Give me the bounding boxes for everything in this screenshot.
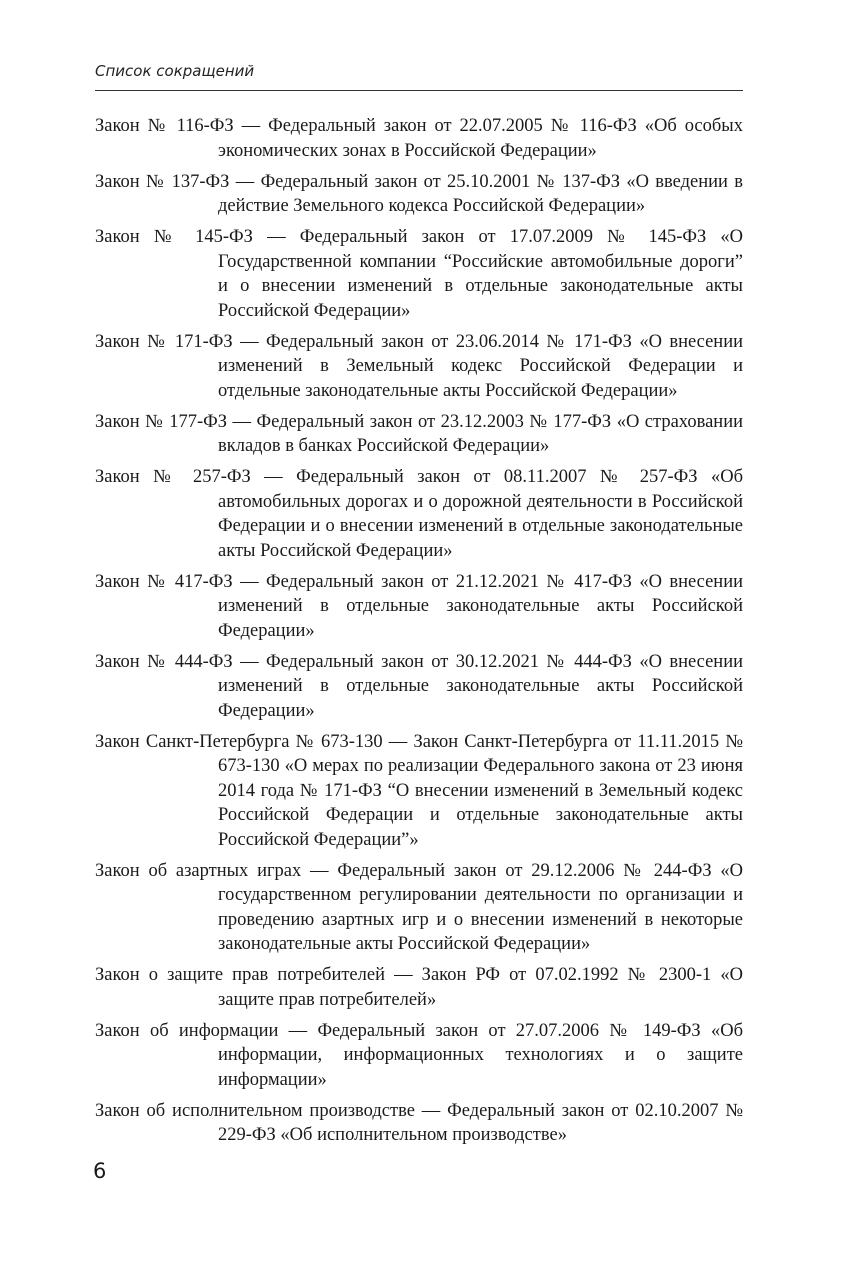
abbreviation-entry: Закон о защите прав потребителей — Закон РФ от 07.02.1992 № 2300-1 «О защите прав потребителей» bbox=[95, 965, 743, 1010]
running-title: Список сокращений bbox=[95, 62, 255, 80]
abbreviation-entry: Закон об азартных играх — Федеральный закон от 29.12.2006 № 244-ФЗ «О государственном регулировании деятельности по организации и проведению азартных игр и о внесении изменений в некоторые законодательные акты Российской Федерации» bbox=[95, 860, 743, 954]
abbreviation-entry: Закон № 417-ФЗ — Федеральный закон от 21.12.2021 № 417-ФЗ «О внесении изменений в отдельные законодательные акты Российской Федерации» bbox=[95, 571, 743, 641]
header-divider bbox=[95, 90, 743, 91]
page-number: 6 bbox=[93, 1159, 107, 1183]
abbreviation-entry: Закон Санкт-Петербурга № 673-130 — Закон Санкт-Петербурга от 11.11.2015 № 673-130 «О мерах по реализации Федерального закона от 23 июня 2014 года № 171-ФЗ “О внесении изменений в Земельный кодекс Российской Федерации и отдельные законодательные акты Российской Федерации”» bbox=[95, 731, 743, 850]
abbreviation-entry: Закон № 171-ФЗ — Федеральный закон от 23.06.2014 № 171-ФЗ «О внесении изменений в Земельный кодекс Российской Федерации и отдельные законодательные акты Российской Федерации» bbox=[95, 331, 743, 401]
abbreviation-entry: Закон № 137-ФЗ — Федеральный закон от 25.10.2001 № 137-ФЗ «О введении в действие Земельного кодекса Российской Федерации» bbox=[95, 171, 743, 216]
abbreviation-entry: Закон № 444-ФЗ — Федеральный закон от 30.12.2021 № 444-ФЗ «О внесении изменений в отдельные законодательные акты Российской Федерации» bbox=[95, 651, 743, 721]
abbreviation-entry: Закон об исполнительном производстве — Федеральный закон от 02.10.2007 № 229-ФЗ «Об исполнительном производстве» bbox=[95, 1100, 743, 1145]
abbreviation-entry: Закон об информации — Федеральный закон от 27.07.2006 № 149-ФЗ «Об информации, информационных технологиях и о защите информации» bbox=[95, 1020, 743, 1090]
abbreviation-entry: Закон № 257-ФЗ — Федеральный закон от 08.11.2007 № 257-ФЗ «Об автомобильных дорогах и о дорожной деятельности в Российской Федерации и о внесении изменений в отдельные законодательные акты Российской Федерации» bbox=[95, 467, 743, 561]
abbreviation-entry: Закон № 145-ФЗ — Федеральный закон от 17.07.2009 № 145-ФЗ «О Государственной компании “Российские автомобильные дороги” и о внесении изменений в отдельные законодательные акты Российской Федерации» bbox=[95, 227, 743, 321]
abbreviation-entry: Закон № 116-ФЗ — Федеральный закон от 22.07.2005 № 116-ФЗ «Об особых экономических зонах в Российской Федерации» bbox=[95, 116, 743, 161]
abbreviations-list bbox=[95, 114, 743, 1154]
abbreviation-entry: Закон № 177-ФЗ — Федеральный закон от 23.12.2003 № 177-ФЗ «О страховании вкладов в банках Российской Федерации» bbox=[95, 411, 743, 456]
